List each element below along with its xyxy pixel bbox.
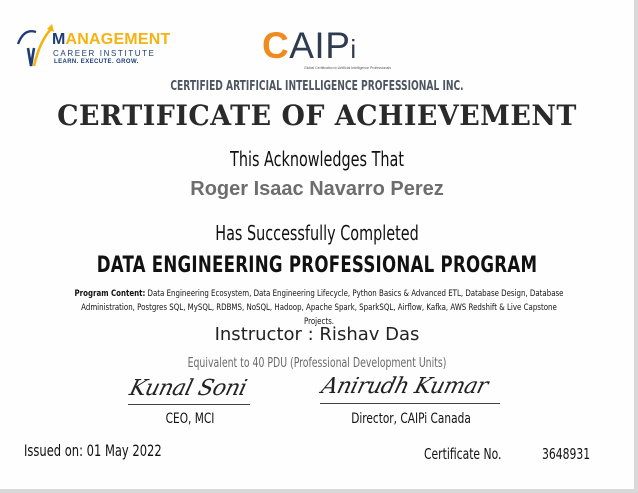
signature-ceo: Kunal Soni bbox=[126, 376, 250, 401]
certificate-number: 3648931 bbox=[542, 445, 591, 463]
signature-line-director bbox=[320, 403, 500, 404]
instructor: Instructor : Rishav Das bbox=[214, 324, 420, 345]
certificate-title: CERTIFICATE OF ACHIEVEMENT bbox=[57, 99, 577, 132]
mci-tagline: LEARN. EXECUTE. GROW. bbox=[54, 59, 139, 65]
signatory-role-director: Director, CAIPi Canada bbox=[351, 411, 471, 427]
signature-director: Anirudh Kumar bbox=[318, 374, 491, 399]
program-content-label: Program Content: bbox=[74, 288, 146, 298]
program-content bbox=[73, 286, 565, 328]
signature-line-ceo bbox=[128, 404, 250, 405]
caipi-logo bbox=[262, 22, 391, 74]
caipi-wordmark: CAIPi bbox=[262, 25, 357, 66]
mci-subtitle: CAREER INSTITUTE bbox=[53, 49, 156, 58]
program-content-text: Data Engineering Ecosystem, Data Engineering Lifecycle, Python Basics & Advanced ETL, Database Design, Database Administration, Postgres SQL, MySQL, RDBMS, NoSQL, Hadoop, Apache Spark, SparkSQL, Airflow, Kafka, AWS Redshift & Live Capstone Projects. bbox=[81, 288, 564, 326]
acknowledges-text: This Acknowledges That bbox=[230, 147, 404, 171]
issued-date: Issued on: 01 May 2022 bbox=[24, 441, 162, 460]
organization-name: CERTIFIED ARTIFICIAL INTELLIGENCE PROFESSIONAL INC. bbox=[170, 79, 464, 94]
certificate-number-label: Certificate No. bbox=[424, 445, 502, 463]
completed-text: Has Successfully Completed bbox=[215, 221, 419, 245]
mci-wordmark: MANAGEMENT bbox=[52, 31, 171, 48]
signatory-role-ceo: CEO, MCI bbox=[165, 411, 215, 427]
pdu-text: Equivalent to 40 PDU (Professional Development Units) bbox=[187, 356, 447, 371]
caipi-tagline: Global Certification in Artificial Intelligence Professionals bbox=[304, 66, 391, 70]
mci-logo bbox=[14, 22, 184, 70]
mci-swoosh-icon bbox=[14, 22, 54, 70]
recipient-name: Roger Isaac Navarro Perez bbox=[190, 178, 444, 200]
program-name: DATA ENGINEERING PROFESSIONAL PROGRAM bbox=[96, 253, 538, 278]
